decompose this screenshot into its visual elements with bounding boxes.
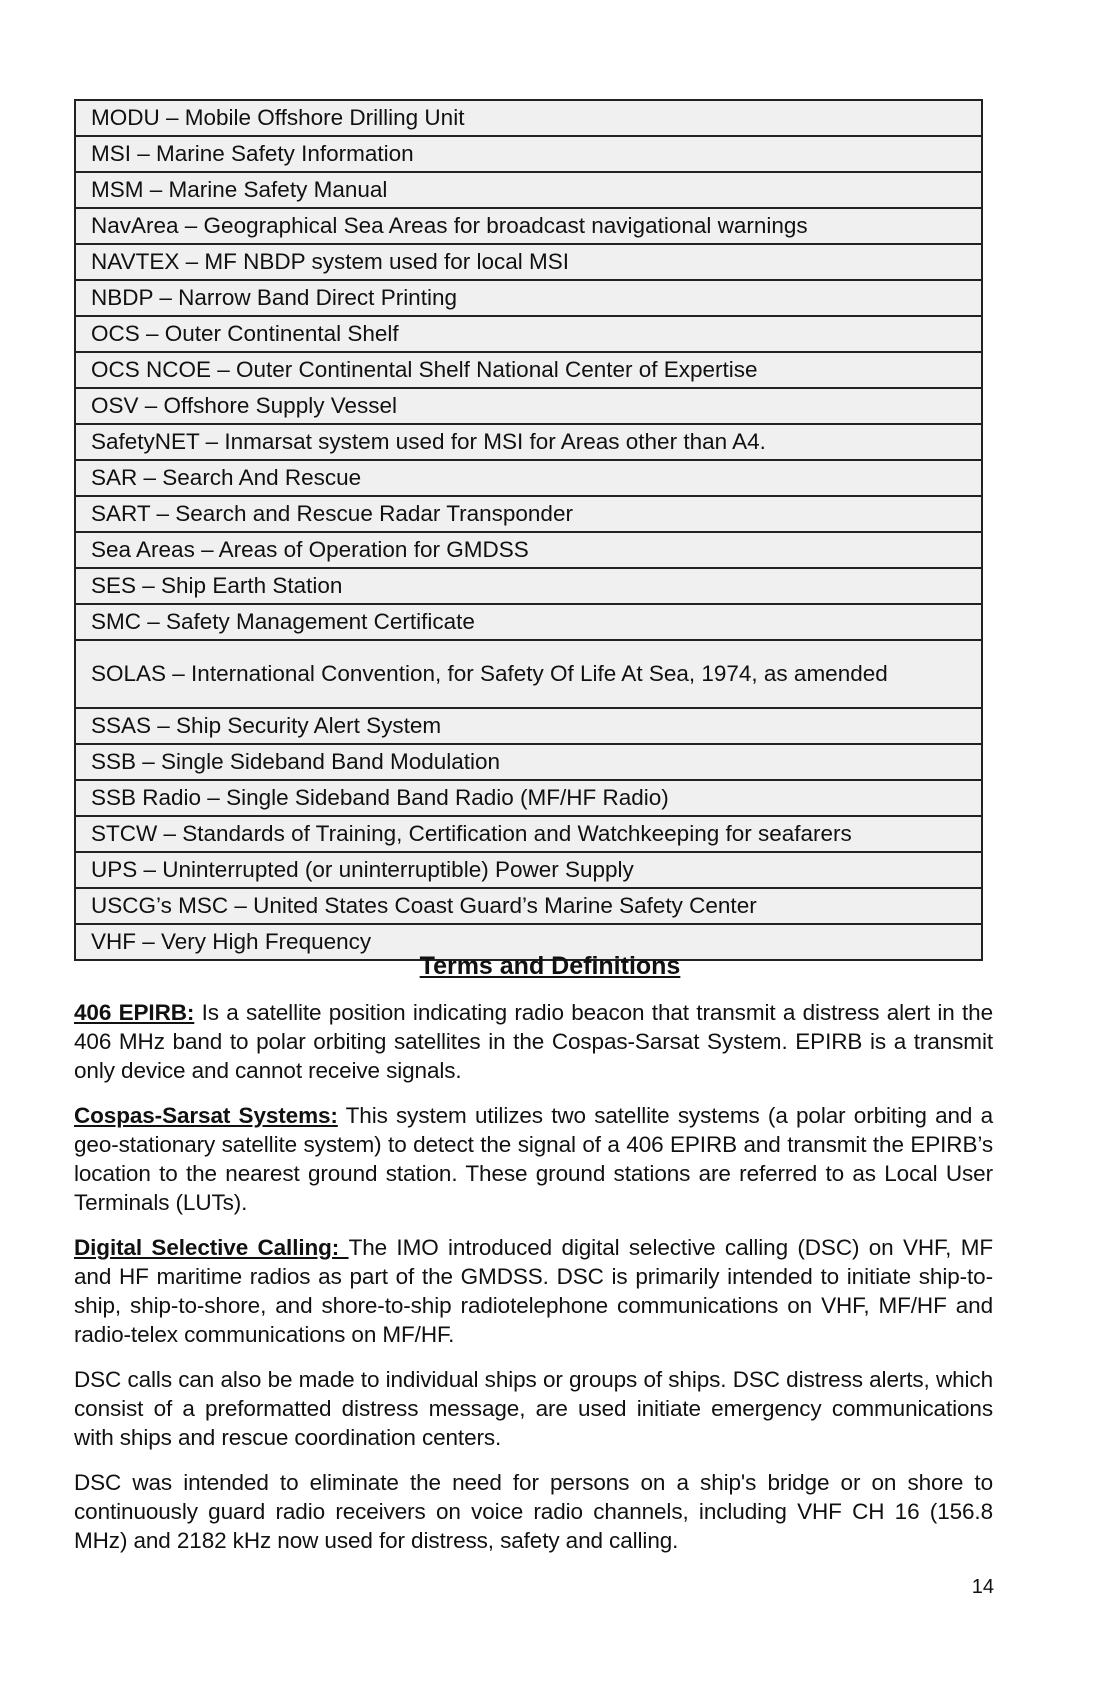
abbreviation-cell: UPS – Uninterrupted (or uninterruptible) Power Supply: [75, 852, 982, 888]
abbreviation-cell: STCW – Standards of Training, Certification and Watchkeeping for seafarers: [75, 816, 982, 852]
abbreviation-cell: Sea Areas – Areas of Operation for GMDSS: [75, 532, 982, 568]
section-heading: Terms and Definitions: [419, 952, 681, 980]
abbreviation-cell: SSB Radio – Single Sideband Band Radio (MF/HF Radio): [75, 780, 982, 816]
abbreviation-cell: OCS NCOE – Outer Continental Shelf National Center of Expertise: [75, 352, 982, 388]
table-row: [75, 604, 982, 640]
table-row: [75, 460, 982, 496]
definition-paragraph: [74, 998, 993, 1085]
table-row: [75, 532, 982, 568]
table-row: [75, 172, 982, 208]
definitions-section: [74, 998, 993, 1571]
table-row: [75, 100, 982, 136]
table-row: [75, 640, 982, 708]
table-row: [75, 708, 982, 744]
definition-term: Cospas-Sarsat Systems:: [74, 1103, 338, 1128]
table-row: [75, 780, 982, 816]
abbreviation-cell: SSAS – Ship Security Alert System: [75, 708, 982, 744]
body-paragraph: DSC was intended to eliminate the need for persons on a ship's bridge or on shore to continuously guard radio receivers on voice radio channels, including VHF CH 16 (156.8 MHz) and 2182 kHz now used for distress, safety and calling.: [74, 1470, 993, 1553]
definition-text: Is a satellite position indicating radio beacon that transmit a distress alert in the 406 MHz band to polar orbiting satellites in the Cospas-Sarsat System. EPIRB is a transmit only device and cannot receive signals.: [74, 1000, 993, 1083]
table-row: [75, 496, 982, 532]
table-row: [75, 208, 982, 244]
definition-text: The IMO introduced digital selective calling (DSC) on VHF, MF and HF maritime radios as part of the GMDSS. DSC is primarily intended to initiate ship-to-ship, ship-to-shore, and shore-to-ship radiotelephone communications on VHF, MF/HF and radio-telex communications on MF/HF.: [74, 1235, 993, 1347]
abbreviation-cell: MSI – Marine Safety Information: [75, 136, 982, 172]
abbreviation-cell: MSM – Marine Safety Manual: [75, 172, 982, 208]
table-row: [75, 388, 982, 424]
table-row: [75, 568, 982, 604]
abbreviation-cell: NBDP – Narrow Band Direct Printing: [75, 280, 982, 316]
abbreviation-cell: SAR – Search And Rescue: [75, 460, 982, 496]
abbreviation-cell: OCS – Outer Continental Shelf: [75, 316, 982, 352]
table-row: [75, 424, 982, 460]
definition-text: This system utilizes two satellite systems (a polar orbiting and a geo-stationary satellite system) to detect the signal of a 406 EPIRB and transmit the EPIRB’s location to the nearest ground station. These ground stations are referred to as Local User Terminals (LUTs).: [74, 1103, 993, 1215]
body-paragraph: DSC calls can also be made to individual ships or groups of ships. DSC distress alerts, which consist of a preformatted distress message, are used initiate emergency communications with ships and rescue coordination centers.: [74, 1367, 993, 1450]
table-row: [75, 816, 982, 852]
page-number: 14: [971, 1576, 994, 1598]
table-row: [75, 744, 982, 780]
abbreviation-cell: SSB – Single Sideband Band Modulation: [75, 744, 982, 780]
abbreviation-cell: MODU – Mobile Offshore Drilling Unit: [75, 100, 982, 136]
table-row: [75, 280, 982, 316]
table-row: [75, 316, 982, 352]
abbreviation-cell: NavArea – Geographical Sea Areas for broadcast navigational warnings: [75, 208, 982, 244]
table-row: [75, 244, 982, 280]
table-row: [75, 888, 982, 924]
abbreviation-cell: USCG’s MSC – United States Coast Guard’s Marine Safety Center: [75, 888, 982, 924]
abbreviations-table: [74, 99, 983, 961]
definition-term: Digital Selective Calling:: [74, 1235, 349, 1260]
definition-term: 406 EPIRB:: [74, 1000, 195, 1025]
abbreviation-cell: SMC – Safety Management Certificate: [75, 604, 982, 640]
abbreviation-cell: VHF – Very High Frequency: [75, 924, 982, 960]
table-row: [75, 136, 982, 172]
abbreviation-cell: SART – Search and Rescue Radar Transponder: [75, 496, 982, 532]
abbreviation-cell: OSV – Offshore Supply Vessel: [75, 388, 982, 424]
definition-paragraph: [74, 1101, 993, 1217]
abbreviation-cell: SafetyNET – Inmarsat system used for MSI for Areas other than A4.: [75, 424, 982, 460]
abbreviation-cell: SOLAS – International Convention, for Safety Of Life At Sea, 1974, as amended: [75, 640, 982, 708]
abbreviation-cell: SES – Ship Earth Station: [75, 568, 982, 604]
table-row: [75, 352, 982, 388]
abbreviation-cell: NAVTEX – MF NBDP system used for local MSI: [75, 244, 982, 280]
definition-paragraph: [74, 1233, 993, 1349]
table-row: [75, 852, 982, 888]
